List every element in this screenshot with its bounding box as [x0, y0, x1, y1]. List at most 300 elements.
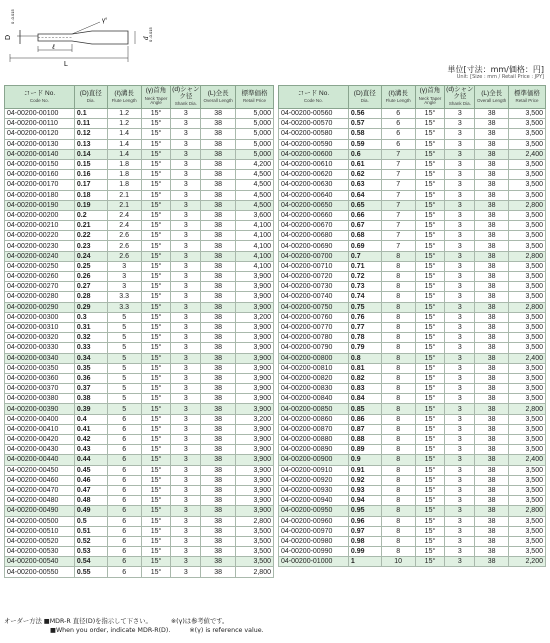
diameter-cell: 0.61 [348, 159, 381, 169]
diameter-cell: 0.27 [74, 282, 107, 292]
neck-angle-cell: 15° [415, 261, 445, 271]
table-row [279, 322, 546, 332]
table-row [5, 149, 274, 159]
table-row [5, 363, 274, 373]
shank-dia-cell: 3 [171, 435, 201, 445]
code-cell: 04-00200-00240 [5, 251, 75, 261]
price-cell: 3,900 [236, 292, 274, 302]
overall-length-cell: 38 [201, 414, 236, 424]
flute-length-cell: 8 [381, 261, 415, 271]
code-cell: 04-00200-00380 [5, 394, 75, 404]
table-row [5, 322, 274, 332]
diameter-cell: 0.33 [74, 343, 107, 353]
column-header-en: Code No. [303, 98, 323, 103]
price-cell: 3,500 [509, 496, 546, 506]
overall-length-cell: 38 [201, 200, 236, 210]
code-cell: 04-00200-00850 [279, 404, 349, 414]
table-row [279, 129, 546, 139]
column-header [5, 86, 75, 109]
shank-dia-cell: 3 [445, 312, 475, 322]
drawing-label-angle: γ° [102, 18, 108, 24]
neck-angle-cell: 15° [141, 200, 171, 210]
shank-dia-cell: 3 [445, 190, 475, 200]
price-cell: 3,500 [509, 526, 546, 536]
column-header [509, 86, 546, 109]
overall-length-cell: 38 [201, 435, 236, 445]
code-cell: 04-00200-00930 [279, 485, 349, 495]
diameter-cell: 0.19 [74, 200, 107, 210]
neck-angle-cell: 15° [141, 109, 171, 119]
unit-note [447, 66, 544, 80]
shank-dia-cell: 3 [171, 445, 201, 455]
table-row [279, 557, 546, 567]
code-cell: 04-00200-00940 [279, 496, 349, 506]
diameter-cell: 0.67 [348, 221, 381, 231]
price-cell: 2,400 [509, 353, 546, 363]
shank-dia-cell: 3 [445, 516, 475, 526]
flute-length-cell: 8 [381, 373, 415, 383]
shank-dia-cell: 3 [445, 384, 475, 394]
code-cell: 04-00200-00260 [5, 272, 75, 282]
code-cell: 04-00200-00830 [279, 384, 349, 394]
shank-dia-cell: 3 [445, 109, 475, 119]
neck-angle-cell: 15° [141, 373, 171, 383]
overall-length-cell: 38 [475, 139, 509, 149]
flute-length-cell: 8 [381, 302, 415, 312]
price-cell: 5,000 [236, 149, 274, 159]
overall-length-cell: 38 [201, 465, 236, 475]
neck-angle-cell: 15° [415, 414, 445, 424]
spec-table-left [4, 85, 274, 578]
column-header [415, 86, 445, 109]
code-cell: 04-00200-00750 [279, 302, 349, 312]
code-cell: 04-00200-00980 [279, 536, 349, 546]
neck-angle-cell: 15° [415, 394, 445, 404]
code-cell: 04-00200-00210 [5, 221, 75, 231]
drawing-label-L: L [64, 61, 68, 68]
price-cell: 3,500 [509, 129, 546, 139]
code-cell: 04-00200-00190 [5, 200, 75, 210]
flute-length-cell: 8 [381, 333, 415, 343]
neck-angle-cell: 15° [415, 149, 445, 159]
price-cell: 3,500 [509, 282, 546, 292]
price-cell: 5,000 [236, 139, 274, 149]
neck-angle-cell: 15° [415, 455, 445, 465]
shank-dia-cell: 3 [171, 322, 201, 332]
overall-length-cell: 38 [475, 272, 509, 282]
table-row [5, 343, 274, 353]
diameter-cell: 0.29 [74, 302, 107, 312]
neck-angle-cell: 15° [415, 282, 445, 292]
notes-en-ref: ※(γ) is reference value. [189, 627, 264, 634]
column-header-en: Shank Dia. [448, 101, 471, 107]
code-cell: 04-00200-00520 [5, 536, 75, 546]
column-header-en: Dia. [86, 98, 95, 103]
table-row [279, 547, 546, 557]
neck-angle-cell: 15° [141, 424, 171, 434]
price-cell: 3,500 [509, 139, 546, 149]
flute-length-cell: 6 [381, 119, 415, 129]
price-cell: 3,500 [509, 231, 546, 241]
flute-length-cell: 2.1 [107, 200, 141, 210]
code-cell: 04-00200-00860 [279, 414, 349, 424]
code-cell: 04-00200-00440 [5, 455, 75, 465]
code-cell: 04-00200-00160 [5, 170, 75, 180]
code-cell: 04-00200-00510 [5, 526, 75, 536]
code-cell: 04-00200-00760 [279, 312, 349, 322]
overall-length-cell: 38 [475, 363, 509, 373]
shank-dia-cell: 3 [171, 292, 201, 302]
shank-dia-cell: 3 [445, 231, 475, 241]
code-cell: 04-00200-00840 [279, 394, 349, 404]
diameter-cell: 0.83 [348, 384, 381, 394]
shank-dia-cell: 3 [171, 221, 201, 231]
price-cell: 3,900 [236, 475, 274, 485]
price-cell: 3,500 [509, 516, 546, 526]
overall-length-cell: 38 [201, 516, 236, 526]
flute-length-cell: 8 [381, 547, 415, 557]
overall-length-cell: 38 [201, 241, 236, 251]
overall-length-cell: 38 [201, 343, 236, 353]
code-cell: 04-00200-00270 [5, 282, 75, 292]
code-cell: 04-00200-00580 [279, 129, 349, 139]
diameter-cell: 0.1 [74, 109, 107, 119]
table-row [5, 272, 274, 282]
overall-length-cell: 38 [475, 170, 509, 180]
overall-length-cell: 38 [475, 282, 509, 292]
code-cell: 04-00200-00200 [5, 210, 75, 220]
code-cell: 04-00200-00530 [5, 547, 75, 557]
shank-dia-cell: 3 [445, 149, 475, 159]
overall-length-cell: 38 [475, 251, 509, 261]
diameter-cell: 0.74 [348, 292, 381, 302]
diameter-cell: 0.2 [74, 210, 107, 220]
neck-angle-cell: 15° [141, 292, 171, 302]
overall-length-cell: 38 [475, 435, 509, 445]
neck-angle-cell: 15° [415, 353, 445, 363]
price-cell: 3,900 [236, 272, 274, 282]
column-header-jp: (D)直径 [79, 89, 102, 97]
price-cell: 3,500 [509, 170, 546, 180]
table-row [279, 231, 546, 241]
price-cell: 3,900 [236, 394, 274, 404]
shank-dia-cell: 3 [171, 272, 201, 282]
price-cell: 3,500 [509, 322, 546, 332]
overall-length-cell: 38 [475, 424, 509, 434]
neck-angle-cell: 15° [415, 302, 445, 312]
diameter-cell: 0.16 [74, 170, 107, 180]
column-header-en: Dia. [360, 98, 369, 103]
price-cell: 2,800 [509, 404, 546, 414]
overall-length-cell: 38 [475, 200, 509, 210]
shank-dia-cell: 3 [445, 119, 475, 129]
table-row [279, 485, 546, 495]
shank-dia-cell: 3 [445, 465, 475, 475]
diameter-cell: 0.42 [74, 435, 107, 445]
neck-angle-cell: 15° [141, 353, 171, 363]
code-cell: 04-00200-00900 [279, 455, 349, 465]
diameter-cell: 0.91 [348, 465, 381, 475]
diameter-cell: 0.18 [74, 190, 107, 200]
code-cell: 04-00200-00140 [5, 149, 75, 159]
price-cell: 2,800 [236, 516, 274, 526]
diameter-cell: 0.53 [74, 547, 107, 557]
overall-length-cell: 38 [475, 496, 509, 506]
code-cell: 04-00200-00970 [279, 526, 349, 536]
neck-angle-cell: 15° [415, 119, 445, 129]
overall-length-cell: 38 [201, 282, 236, 292]
shank-dia-cell: 3 [171, 109, 201, 119]
shank-dia-cell: 3 [171, 404, 201, 414]
flute-length-cell: 6 [107, 536, 141, 546]
overall-length-cell: 38 [201, 180, 236, 190]
overall-length-cell: 38 [475, 231, 509, 241]
flute-length-cell: 3 [107, 261, 141, 271]
overall-length-cell: 38 [201, 567, 236, 577]
flute-length-cell: 7 [381, 210, 415, 220]
price-cell: 3,200 [236, 414, 274, 424]
neck-angle-cell: 15° [141, 343, 171, 353]
table-row [279, 139, 546, 149]
column-header [279, 86, 349, 109]
column-header [348, 86, 381, 109]
table-row [5, 139, 274, 149]
table-row [279, 109, 546, 119]
neck-angle-cell: 15° [415, 241, 445, 251]
diameter-cell: 0.23 [74, 241, 107, 251]
price-cell: 4,500 [236, 190, 274, 200]
flute-length-cell: 5 [107, 343, 141, 353]
shank-dia-cell: 3 [171, 363, 201, 373]
flute-length-cell: 6 [381, 129, 415, 139]
price-cell: 3,500 [509, 312, 546, 322]
shank-dia-cell: 3 [445, 445, 475, 455]
neck-angle-cell: 15° [141, 404, 171, 414]
neck-angle-cell: 15° [141, 557, 171, 567]
flute-length-cell: 8 [381, 343, 415, 353]
column-header-jp: (γ)首角 [419, 87, 441, 95]
code-cell: 04-00200-00180 [5, 190, 75, 200]
code-cell: 04-00200-00420 [5, 435, 75, 445]
shank-dia-cell: 3 [171, 139, 201, 149]
neck-angle-cell: 15° [415, 129, 445, 139]
neck-angle-cell: 15° [141, 302, 171, 312]
shank-dia-cell: 3 [445, 394, 475, 404]
price-cell: 4,500 [236, 200, 274, 210]
shank-dia-cell: 3 [171, 180, 201, 190]
shank-dia-cell: 3 [445, 353, 475, 363]
price-cell: 3,900 [236, 343, 274, 353]
overall-length-cell: 38 [475, 465, 509, 475]
column-header-jp: 標準価格 [241, 89, 268, 97]
price-cell: 3,900 [236, 465, 274, 475]
price-cell: 2,200 [509, 557, 546, 567]
neck-angle-cell: 15° [141, 333, 171, 343]
flute-length-cell: 6 [381, 109, 415, 119]
price-cell: 3,500 [509, 343, 546, 353]
flute-length-cell: 5 [107, 363, 141, 373]
shank-dia-cell: 3 [445, 261, 475, 271]
code-cell: 04-00200-00550 [5, 567, 75, 577]
diameter-cell: 0.41 [74, 424, 107, 434]
diameter-cell: 0.88 [348, 435, 381, 445]
table-row [279, 384, 546, 394]
overall-length-cell: 38 [201, 373, 236, 383]
shank-dia-cell: 3 [171, 261, 201, 271]
shank-dia-cell: 3 [171, 333, 201, 343]
neck-angle-cell: 15° [415, 139, 445, 149]
table-row [5, 445, 274, 455]
table-row [279, 424, 546, 434]
neck-angle-cell: 15° [415, 516, 445, 526]
diameter-cell: 0.26 [74, 272, 107, 282]
overall-length-cell: 38 [475, 292, 509, 302]
neck-angle-cell: 15° [141, 363, 171, 373]
neck-angle-cell: 15° [141, 475, 171, 485]
code-cell: 04-00200-00780 [279, 333, 349, 343]
column-header-jp: (L)全長 [481, 89, 503, 97]
shank-dia-cell: 3 [445, 363, 475, 373]
shank-dia-cell: 3 [171, 119, 201, 129]
flute-length-cell: 8 [381, 384, 415, 394]
shank-dia-cell: 3 [171, 149, 201, 159]
diameter-cell: 0.84 [348, 394, 381, 404]
price-cell: 3,900 [236, 373, 274, 383]
notes-en: ■When you order, indicate MDR-R(D). [50, 627, 171, 634]
table-row [279, 363, 546, 373]
neck-angle-cell: 15° [141, 384, 171, 394]
neck-angle-cell: 15° [141, 261, 171, 271]
table-row [279, 373, 546, 383]
flute-length-cell: 1.8 [107, 170, 141, 180]
diameter-cell: 0.15 [74, 159, 107, 169]
overall-length-cell: 38 [475, 302, 509, 312]
column-header-en: Retail Price [515, 98, 539, 103]
table-row [279, 516, 546, 526]
shank-dia-cell: 3 [171, 424, 201, 434]
price-cell: 2,800 [509, 200, 546, 210]
table-row [5, 241, 274, 251]
price-cell: 4,100 [236, 241, 274, 251]
table-row [279, 221, 546, 231]
flute-length-cell: 5 [107, 384, 141, 394]
neck-angle-cell: 15° [141, 251, 171, 261]
notes-label: オーダー方法 [4, 618, 42, 625]
code-cell: 04-00200-00500 [5, 516, 75, 526]
code-cell: 04-00200-00810 [279, 363, 349, 373]
neck-angle-cell: 15° [141, 322, 171, 332]
shank-dia-cell: 3 [445, 139, 475, 149]
flute-length-cell: 2.6 [107, 241, 141, 251]
flute-length-cell: 5 [107, 312, 141, 322]
price-cell: 3,900 [236, 302, 274, 312]
neck-angle-cell: 15° [141, 282, 171, 292]
overall-length-cell: 38 [475, 506, 509, 516]
overall-length-cell: 38 [475, 333, 509, 343]
neck-angle-cell: 15° [415, 445, 445, 455]
neck-angle-cell: 15° [141, 170, 171, 180]
overall-length-cell: 38 [475, 210, 509, 220]
column-header-jp: (γ)首角 [145, 87, 167, 95]
neck-angle-cell: 15° [141, 312, 171, 322]
shank-dia-cell: 3 [171, 200, 201, 210]
shank-dia-cell: 3 [445, 333, 475, 343]
flute-length-cell: 6 [107, 424, 141, 434]
overall-length-cell: 38 [201, 445, 236, 455]
table-row [279, 149, 546, 159]
neck-angle-cell: 15° [415, 506, 445, 516]
neck-angle-cell: 15° [141, 210, 171, 220]
overall-length-cell: 38 [201, 526, 236, 536]
neck-angle-cell: 15° [415, 485, 445, 495]
shank-dia-cell: 3 [445, 404, 475, 414]
column-header [74, 86, 107, 109]
shank-dia-cell: 3 [171, 496, 201, 506]
column-header-jp: コード No. [23, 89, 56, 97]
table-row [279, 170, 546, 180]
neck-angle-cell: 15° [415, 404, 445, 414]
neck-angle-cell: 15° [141, 119, 171, 129]
code-cell: 04-00200-00950 [279, 506, 349, 516]
code-cell: 04-00200-00350 [5, 363, 75, 373]
code-cell: 04-00200-00480 [5, 496, 75, 506]
neck-angle-cell: 15° [415, 384, 445, 394]
shank-dia-cell: 3 [445, 200, 475, 210]
neck-angle-cell: 15° [141, 547, 171, 557]
code-cell: 04-00200-00910 [279, 465, 349, 475]
table-row [5, 261, 274, 271]
diameter-cell: 0.98 [348, 536, 381, 546]
flute-length-cell: 5 [107, 333, 141, 343]
shank-dia-cell: 3 [445, 557, 475, 567]
overall-length-cell: 38 [201, 404, 236, 414]
overall-length-cell: 38 [475, 455, 509, 465]
diameter-cell: 0.21 [74, 221, 107, 231]
flute-length-cell: 8 [381, 322, 415, 332]
diameter-cell: 0.64 [348, 190, 381, 200]
code-cell: 04-00200-00430 [5, 445, 75, 455]
code-cell: 04-00200-00630 [279, 180, 349, 190]
code-cell: 04-00200-00400 [5, 414, 75, 424]
diameter-cell: 0.35 [74, 363, 107, 373]
diameter-cell: 0.77 [348, 322, 381, 332]
flute-length-cell: 5 [107, 322, 141, 332]
table-row [279, 404, 546, 414]
neck-angle-cell: 15° [415, 180, 445, 190]
neck-angle-cell: 15° [415, 557, 445, 567]
shank-dia-cell: 3 [171, 129, 201, 139]
overall-length-cell: 38 [201, 384, 236, 394]
price-cell: 3,200 [236, 312, 274, 322]
table-row [279, 159, 546, 169]
overall-length-cell: 38 [201, 557, 236, 567]
shank-dia-cell: 3 [171, 312, 201, 322]
table-row [279, 475, 546, 485]
flute-length-cell: 3.3 [107, 292, 141, 302]
neck-angle-cell: 15° [141, 159, 171, 169]
code-cell: 04-00200-00100 [5, 109, 75, 119]
notes-jp: ■MDR-R 直径(D)を指示して下さい。 [43, 618, 152, 625]
diameter-cell: 0.92 [348, 475, 381, 485]
table-row [279, 272, 546, 282]
overall-length-cell: 38 [475, 384, 509, 394]
price-cell: 5,000 [236, 129, 274, 139]
column-header [141, 86, 171, 109]
neck-angle-cell: 15° [415, 231, 445, 241]
overall-length-cell: 38 [201, 302, 236, 312]
overall-length-cell: 38 [201, 312, 236, 322]
price-cell: 4,100 [236, 251, 274, 261]
